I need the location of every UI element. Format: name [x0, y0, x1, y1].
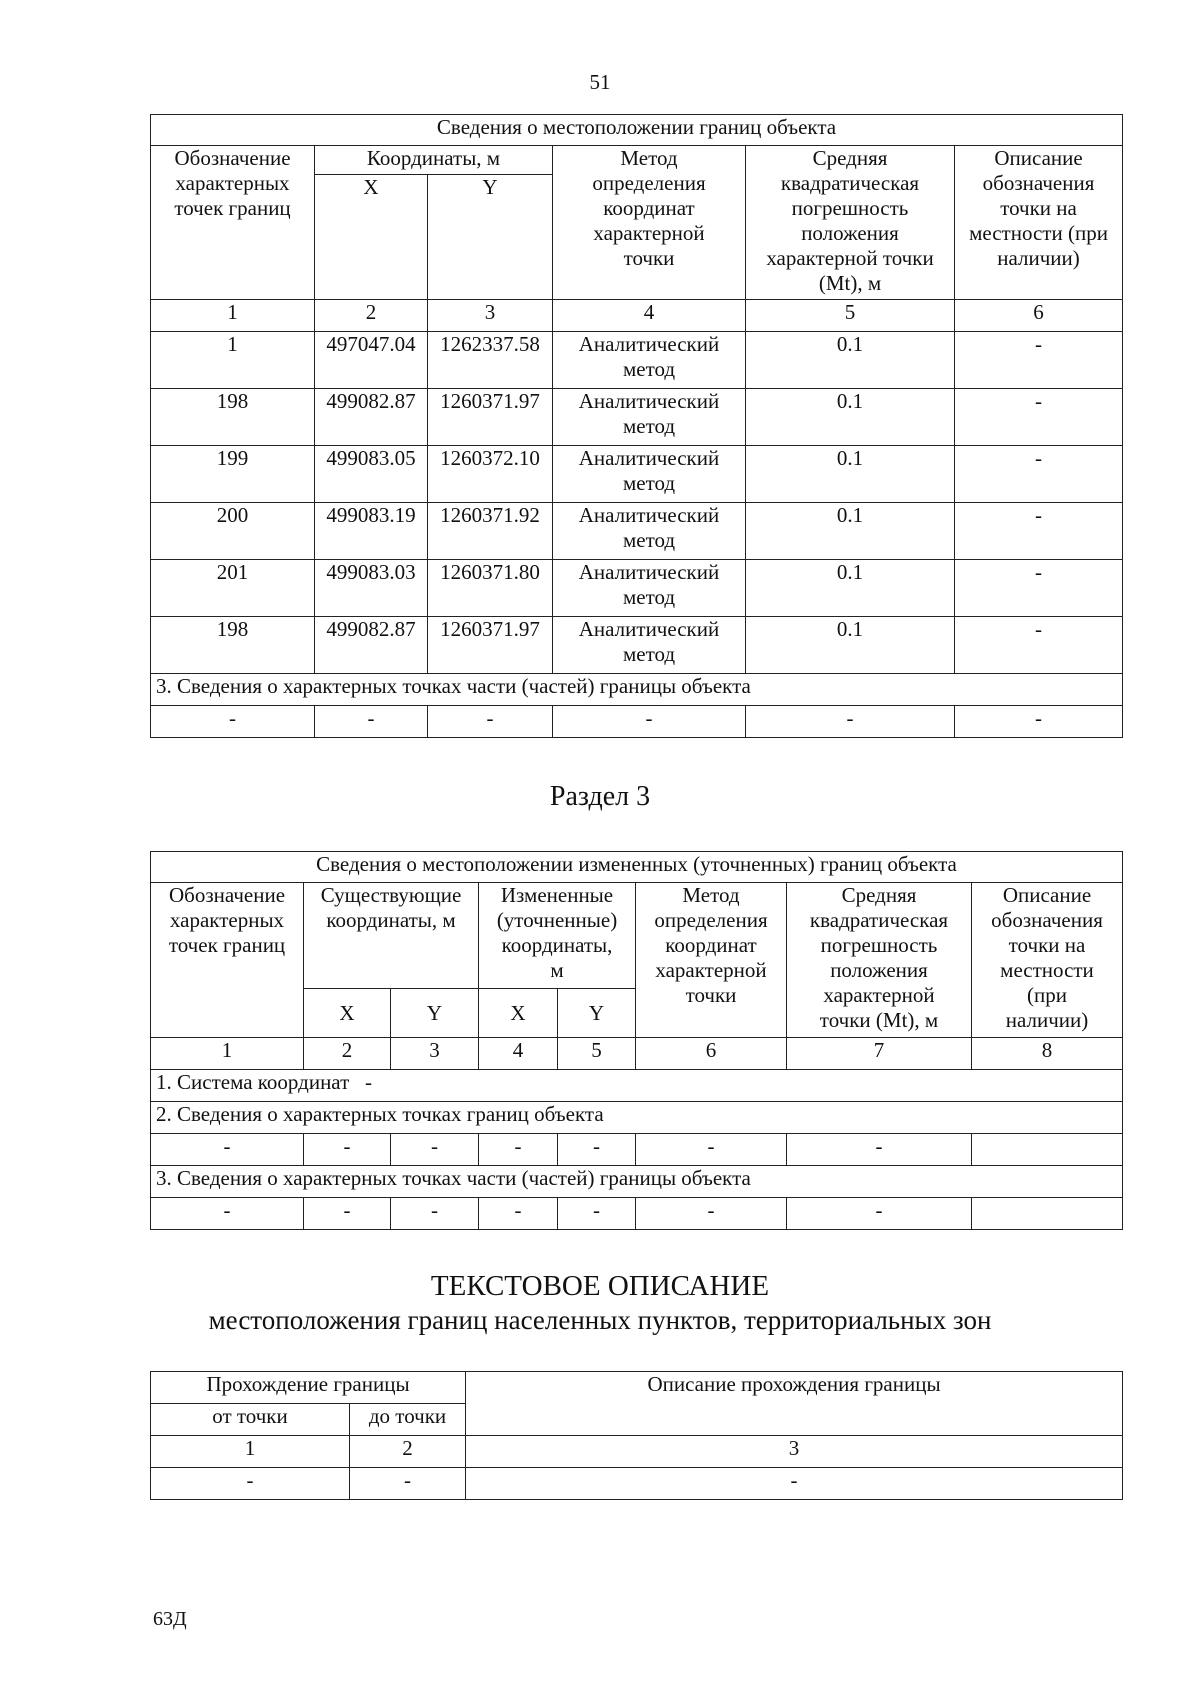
header-passage: Прохождение границы [151, 1372, 466, 1404]
header-from-point: от точки [151, 1404, 350, 1436]
col-number: 1 [151, 1436, 350, 1468]
header-changed-coordinates: Измененные (уточненные) координаты, м [479, 883, 636, 989]
description: - [955, 446, 1123, 503]
empty-cell: - [315, 706, 428, 738]
col-number: 4 [479, 1038, 558, 1070]
table-row [151, 1468, 1123, 1500]
coord-x: 499082.87 [315, 389, 428, 446]
col-number: 8 [972, 1038, 1123, 1070]
method: Аналитический метод [553, 389, 746, 446]
table-row [151, 617, 1123, 674]
error: 0.1 [746, 446, 955, 503]
method: Аналитический метод [553, 332, 746, 389]
empty-cell: - [428, 706, 553, 738]
empty-cell: - [391, 1198, 479, 1230]
description: - [955, 560, 1123, 617]
col-number: 4 [553, 300, 746, 332]
header-y-changed: Y [558, 989, 636, 1038]
coord-y: 1260371.97 [428, 389, 553, 446]
method: Аналитический метод [553, 446, 746, 503]
error: 0.1 [746, 560, 955, 617]
description: - [955, 617, 1123, 674]
table-row [151, 332, 1123, 389]
col-number: 5 [558, 1038, 636, 1070]
error: 0.1 [746, 332, 955, 389]
point-id: 199 [151, 446, 315, 503]
empty-cell: - [151, 1468, 350, 1500]
empty-cell: - [391, 1134, 479, 1166]
empty-cell [972, 1134, 1123, 1166]
coord-x: 499082.87 [315, 617, 428, 674]
coord-y: 1260371.97 [428, 617, 553, 674]
empty-cell: - [636, 1198, 787, 1230]
method: Аналитический метод [553, 503, 746, 560]
text-description-subtitle: местоположения границ населенных пунктов, территориальных зон [208, 1305, 992, 1335]
coord-x: 499083.05 [315, 446, 428, 503]
empty-cell: - [553, 706, 746, 738]
error: 0.1 [746, 503, 955, 560]
coord-y: 1260371.80 [428, 560, 553, 617]
empty-cell: - [466, 1468, 1123, 1500]
col-number: 1 [151, 1038, 304, 1070]
boundary-coordinates-table [150, 114, 1123, 738]
header-coordinates: Координаты, м [315, 146, 553, 175]
table-row [151, 503, 1123, 560]
empty-cell: - [151, 706, 315, 738]
empty-cell: - [636, 1134, 787, 1166]
coord-x: 499083.03 [315, 560, 428, 617]
changed-boundaries-table [150, 851, 1123, 1230]
empty-cell: - [304, 1198, 391, 1230]
coordinate-system-label: 1. Система координат - [151, 1070, 1123, 1102]
method: Аналитический метод [553, 560, 746, 617]
coord-y: 1262337.58 [428, 332, 553, 389]
point-id: 201 [151, 560, 315, 617]
text-description-title: ТЕКСТОВОЕ ОПИСАНИЕ [430, 1270, 770, 1302]
header-point: Обозначение характерных точек границ [151, 146, 315, 300]
header-to-point: до точки [350, 1404, 466, 1436]
footer-code: 63Д [153, 1608, 187, 1630]
header-x-changed: X [479, 989, 558, 1038]
point-id: 198 [151, 617, 315, 674]
empty-cell: - [350, 1468, 466, 1500]
table-title: Сведения о местоположении границ объекта [151, 115, 1123, 146]
empty-cell: - [955, 706, 1123, 738]
header-passage-description: Описание прохождения границы [466, 1372, 1123, 1436]
empty-cell: - [479, 1198, 558, 1230]
col-number: 6 [636, 1038, 787, 1070]
header-existing-coordinates: Существующие координаты, м [304, 883, 479, 989]
header-x-existing: X [304, 989, 391, 1038]
table-row [151, 1134, 1123, 1166]
page-number: 51 [589, 70, 611, 94]
col-number: 2 [304, 1038, 391, 1070]
header-method: Метод определения координат характерной точки [553, 146, 746, 300]
header-error: Средняя квадратическая погрешность положения характерной точки (Mt), м [787, 883, 972, 1038]
col-number: 2 [315, 300, 428, 332]
col-number: 3 [466, 1436, 1123, 1468]
coord-y: 1260371.92 [428, 503, 553, 560]
table-row [151, 1198, 1123, 1230]
empty-cell: - [558, 1134, 636, 1166]
empty-cell [972, 1198, 1123, 1230]
header-error: Средняя квадратическая погрешность положения характерной точки (Mt), м [746, 146, 955, 300]
empty-cell: - [787, 1198, 972, 1230]
empty-cell: - [151, 1198, 304, 1230]
header-method: Метод определения координат характерной точки [636, 883, 787, 1038]
empty-cell: - [558, 1198, 636, 1230]
section3-label: 3. Сведения о характерных точках части (частей) границы объекта [151, 1166, 1123, 1198]
empty-cell: - [746, 706, 955, 738]
empty-cell: - [304, 1134, 391, 1166]
description: - [955, 389, 1123, 446]
col-number: 3 [428, 300, 553, 332]
empty-cell: - [151, 1134, 304, 1166]
section3-label: 3. Сведения о характерных точках части (частей) границы объекта [151, 674, 1123, 706]
header-x: X [315, 175, 428, 300]
col-number: 7 [787, 1038, 972, 1070]
point-id: 198 [151, 389, 315, 446]
empty-cell: - [479, 1134, 558, 1166]
point-id: 1 [151, 332, 315, 389]
table-row [151, 560, 1123, 617]
coord-y: 1260372.10 [428, 446, 553, 503]
section-title: Раздел 3 [549, 781, 651, 812]
table-title: Сведения о местоположении измененных (уточненных) границ объекта [151, 852, 1123, 883]
description: - [955, 503, 1123, 560]
header-y-existing: Y [391, 989, 479, 1038]
coord-x: 497047.04 [315, 332, 428, 389]
header-y: Y [428, 175, 553, 300]
table-row [151, 706, 1123, 738]
description: - [955, 332, 1123, 389]
header-description: Описание обозначения точки на местности (при наличии) [955, 146, 1123, 300]
boundary-passage-table [150, 1371, 1123, 1500]
header-description: Описание обозначения точки на местности (при наличии) [972, 883, 1123, 1038]
table-row [151, 389, 1123, 446]
coord-x: 499083.19 [315, 503, 428, 560]
method: Аналитический метод [553, 617, 746, 674]
col-number: 3 [391, 1038, 479, 1070]
section2-label: 2. Сведения о характерных точках границ объекта [151, 1102, 1123, 1134]
error: 0.1 [746, 617, 955, 674]
empty-cell: - [787, 1134, 972, 1166]
col-number: 2 [350, 1436, 466, 1468]
header-point: Обозначение характерных точек границ [151, 883, 304, 1038]
table-row [151, 446, 1123, 503]
col-number: 1 [151, 300, 315, 332]
col-number: 6 [955, 300, 1123, 332]
error: 0.1 [746, 389, 955, 446]
col-number: 5 [746, 300, 955, 332]
point-id: 200 [151, 503, 315, 560]
